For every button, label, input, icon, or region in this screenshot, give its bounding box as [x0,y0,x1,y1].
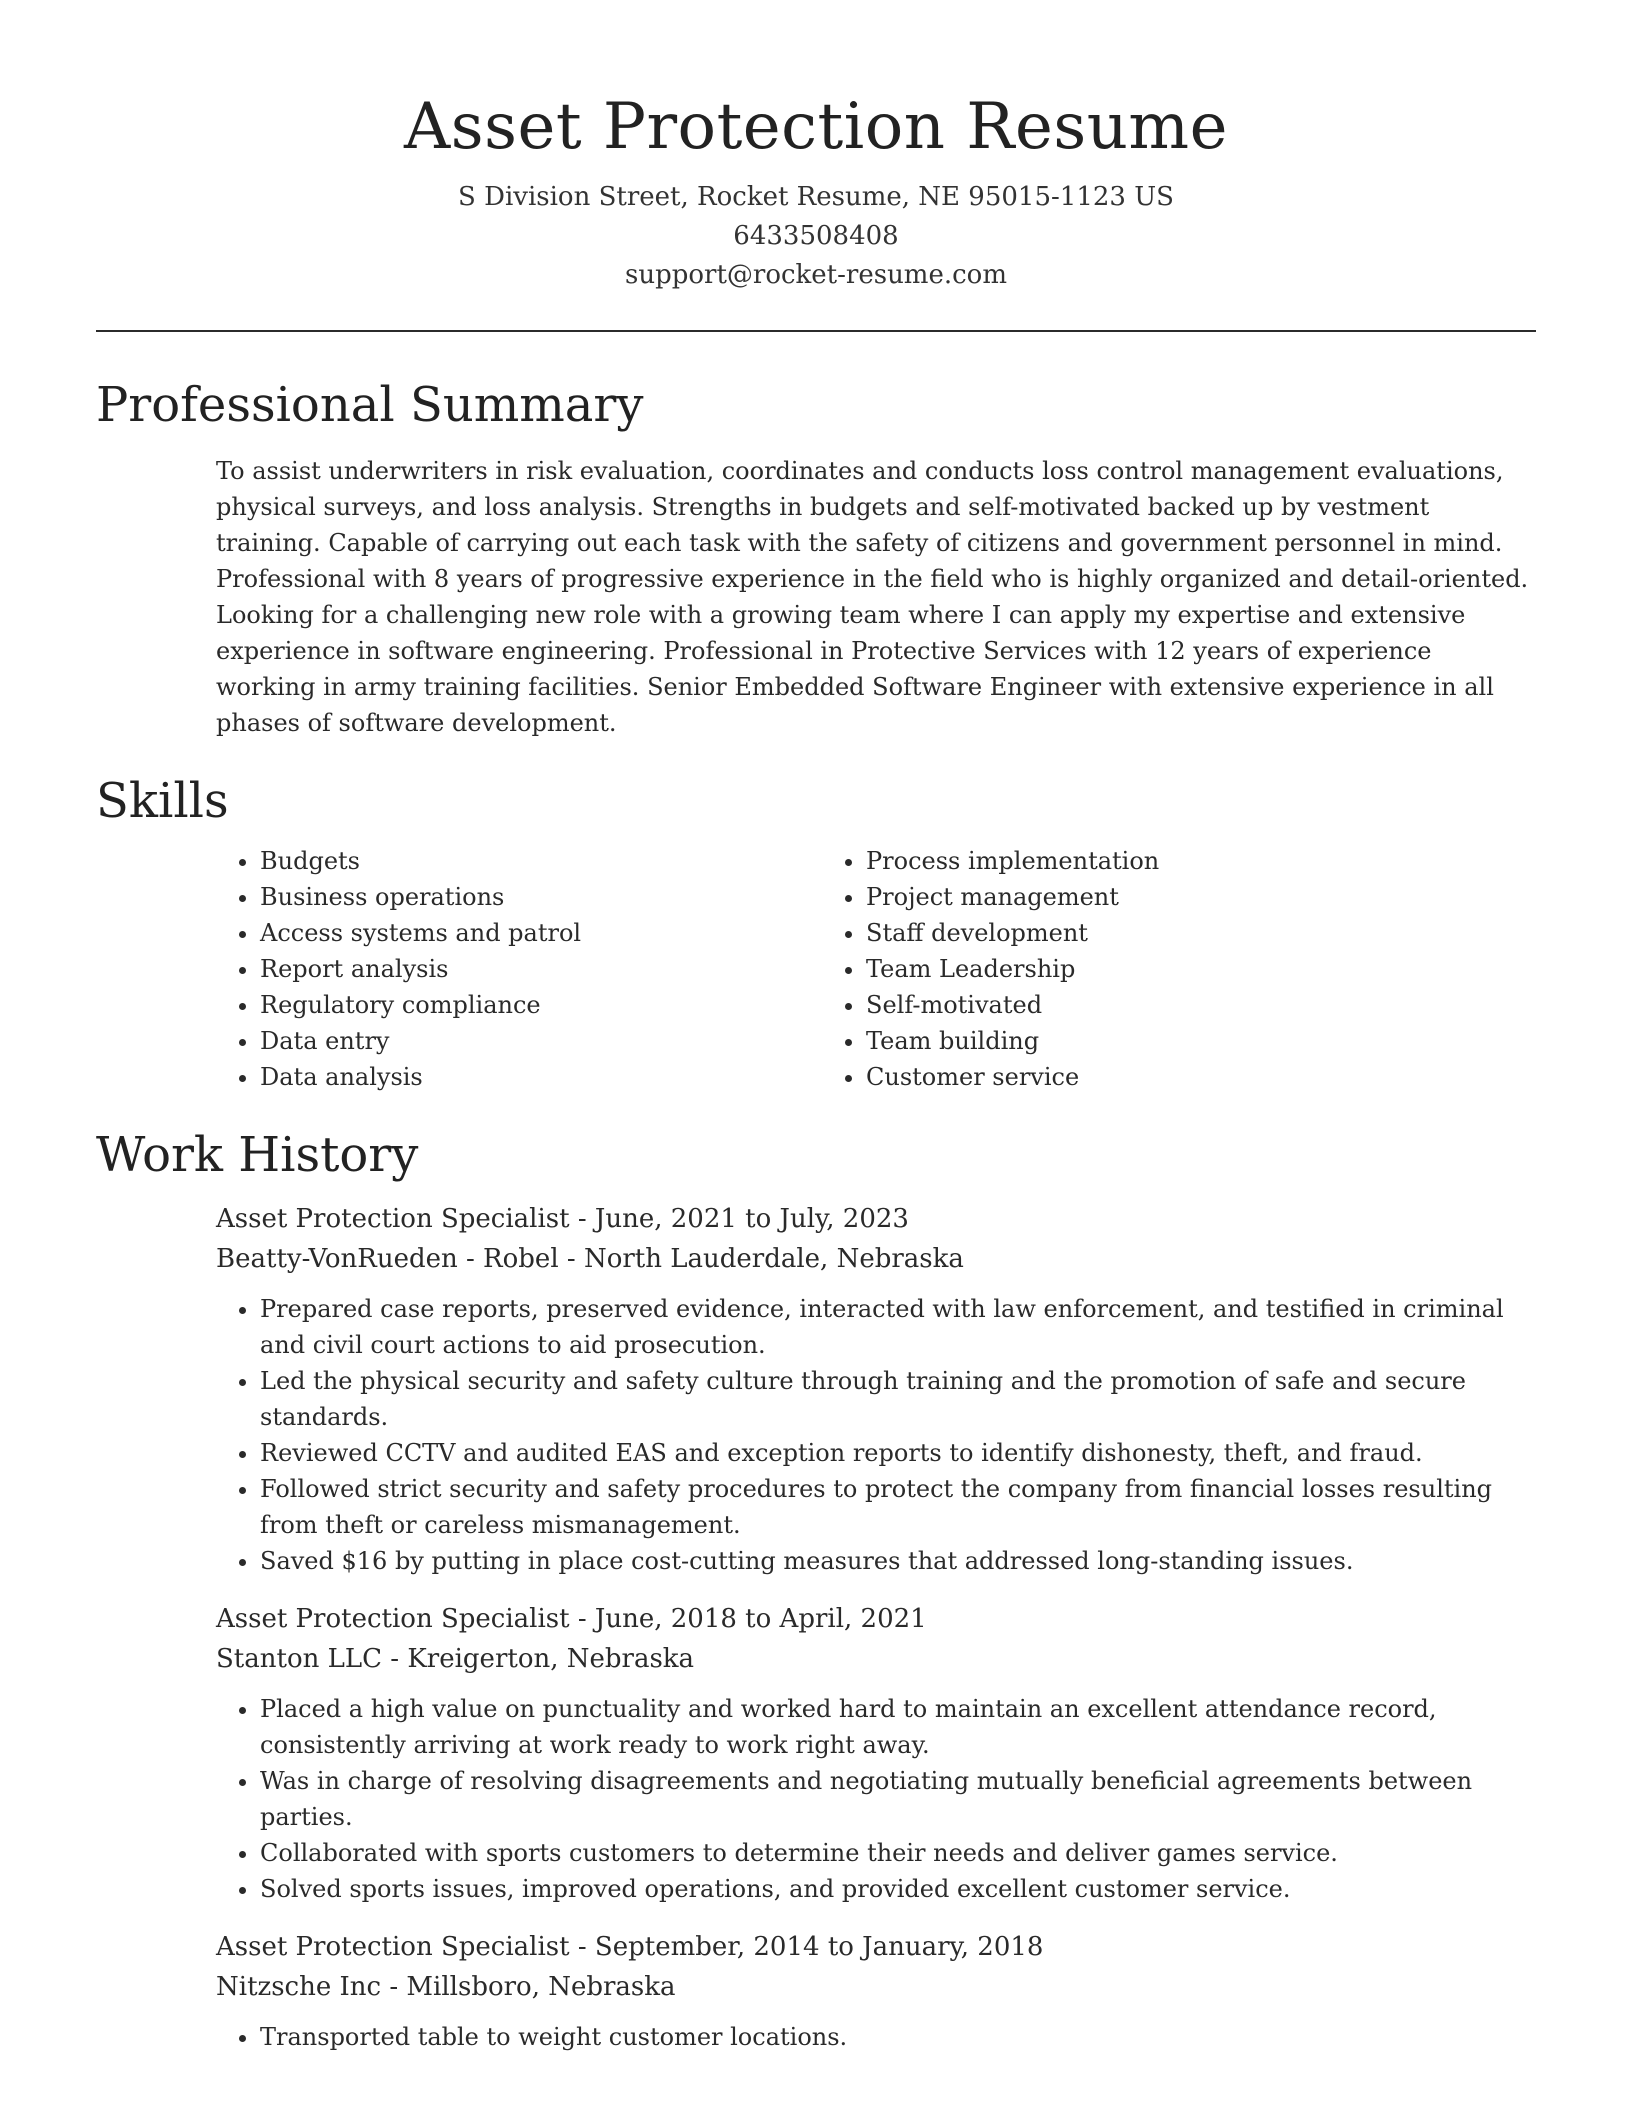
skill-item: • Business operations [260,879,822,915]
job-bullet: • Led the physical security and safety culture through training and the promotion of safe and secure standards. [260,1363,1536,1435]
skill-item: • Report analysis [260,951,822,987]
resume-header [96,0,1536,295]
summary-heading: Professional Summary [96,377,644,433]
job-title-line: Asset Protection Specialist - June, 2021 to July, 2023 [216,1204,909,1234]
resume-page [96,0,1536,2112]
skill-item: • Access systems and patrol [260,915,822,951]
contact-address: S Division Street, Rocket Resume, NE 95015-1123 US [458,182,1174,212]
job-bullet: • Saved $16 by putting in place cost-cutting measures that addressed long-standing issues. [260,1543,1536,1579]
summary-text: To assist underwriters in risk evaluation, coordinates and conducts loss control management evaluations, physical surveys, and loss analysis. Strengths in budgets and self-motivated backed up by vestment training. Capable of carrying out each task with the safety of citizens and government personnel in mind. Professional with 8 years of progressive experience in the field who is highly organized and detail-oriented. Looking for a challenging new role with a growing team where I can apply my expertise and extensive experience in software engineering. Professional in Protective Services with 12 years of experience working in army training facilities. Senior Embedded Software Engineer with extensive experience in all phases of software development. [216,457,1529,737]
job-bullet: • Prepared case reports, preserved evidence, interacted with law enforcement, and testified in criminal and civil court actions to aid prosecution. [260,1291,1536,1363]
skills-list [216,843,1536,1095]
job-bullet: • Solved sports issues, improved operations, and provided excellent customer service. [260,1871,1536,1907]
job-title-line: Asset Protection Specialist - June, 2018 to April, 2021 [216,1604,927,1634]
contact-phone: 6433508408 [733,221,899,251]
job-entry [216,1599,1536,1907]
job-bullet: • Collaborated with sports customers to determine their needs and deliver games service. [260,1835,1536,1871]
job-bullet: • Reviewed CCTV and audited EAS and exception reports to identify dishonesty, theft, and fraud. [260,1435,1536,1471]
skill-item: • Data analysis [260,1059,822,1095]
job-entry [216,1927,1536,2055]
skill-item: • Data entry [260,1023,822,1059]
skill-item: • Project management [866,879,1472,915]
job-entry [216,1199,1536,1579]
work-history-heading: Work History [96,1127,419,1183]
skill-item: • Budgets [260,843,822,879]
job-bullet: • Was in charge of resolving disagreements and negotiating mutually beneficial agreements between parties. [260,1763,1536,1835]
contact-email: support@rocket-resume.com [624,260,1007,290]
job-company-line: Stanton LLC - Kreigerton, Nebraska [216,1644,695,1674]
skill-item: • Process implementation [866,843,1472,879]
job-company-line: Nitzsche Inc - Millsboro, Nebraska [216,1972,676,2002]
contact-block [96,178,1536,295]
job-bullets [216,1291,1536,1579]
skill-item: • Team Leadership [866,951,1472,987]
job-bullet: • Placed a high value on punctuality and worked hard to maintain an excellent attendance record, consistently arriving at work ready to work right away. [260,1691,1536,1763]
skill-item: • Team building [866,1023,1472,1059]
job-bullets [216,2019,1536,2055]
job-bullet: • Transported table to weight customer locations. [260,2019,1536,2055]
job-company-line: Beatty-VonRueden - Robel - North Lauderdale, Nebraska [216,1244,964,1274]
header-divider [96,330,1536,332]
skills-column-left [216,843,822,1095]
skills-column-right [822,843,1472,1095]
skill-item: • Customer service [866,1059,1472,1095]
job-title-line: Asset Protection Specialist - September, 2014 to January, 2018 [216,1932,1044,1962]
skills-heading: Skills [96,773,229,829]
skill-item: • Self-motivated [866,987,1472,1023]
job-bullet: • Followed strict security and safety procedures to protect the company from financial losses resulting from theft or careless mismanagement. [260,1471,1536,1543]
skill-item: • Staff development [866,915,1472,951]
job-bullets [216,1691,1536,1907]
resume-title: Asset Protection Resume [404,90,1228,164]
skill-item: • Regulatory compliance [260,987,822,1023]
